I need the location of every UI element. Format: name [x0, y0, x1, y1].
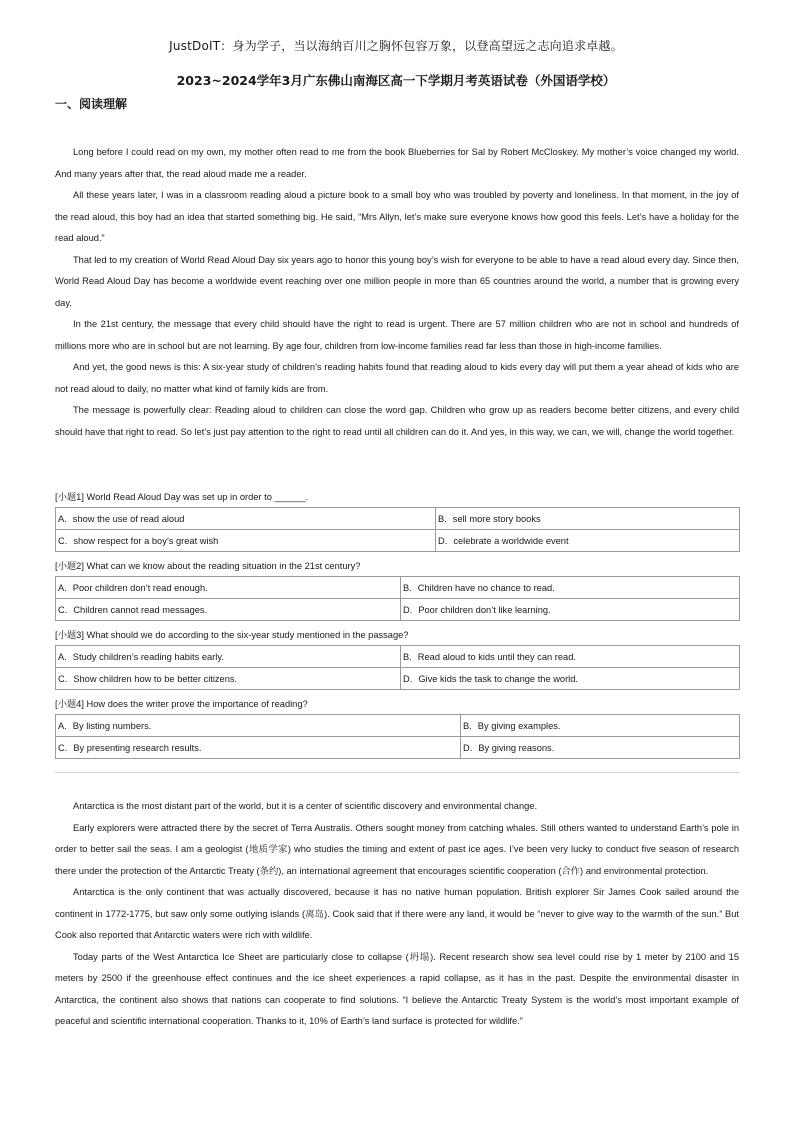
option-c[interactable]	[56, 737, 461, 759]
paragraph: Antarctica is the most distant part of the world, but it is a center of scientific discovery and environmental change.	[73, 801, 538, 811]
paragraph: In the 21st century, the message that every child should have the right to read is urgent. There are 57 million children who are not in school and hundreds of millions more who are in school but are not learning. By age four, children from low-income families read far less than those in high-income families.	[55, 319, 739, 351]
section-divider	[55, 772, 739, 773]
paragraph: Long before I could read on my own, my mother often read to me from the book Blueberries for Sal by Robert McCloskey. My mother’s voice changed my world. And many years after that, the read aloud made me a reader.	[55, 147, 739, 179]
question-2	[55, 556, 739, 621]
paragraph: Early explorers were attracted there by the secret of Terra Australis. Others sought money from catching whales. Still others wanted to understand Earth’s pole in order to better sail the seas. I am a geologist (地质学家) who studies the timing and extent of past ice ages. I’ve been very lucky to conduct five season of research there under the protection of the Antarctic Treaty (条约), an international agreement that encourages scientific cooperation (合作) and environmental protection.	[55, 822, 739, 876]
paragraph: All these years later, I was in a classroom reading aloud a picture book to a small boy who was troubled by poverty and loneliness. In that moment, in the joy of the read aloud, this boy had an idea that started something big. He said, “Mrs Allyn, let’s make sure everyone knows how good this feels. Let’s have a holiday for the read aloud.”	[55, 190, 739, 243]
paragraph: The message is powerfully clear: Reading aloud to children can close the word gap. Children who grow up as readers become better citizens, and every child should have that right to read. So let’s just pay attention to the right to read until all children can do it. And yes, in this way, we can, we will, change the world together.	[55, 405, 739, 437]
option-d[interactable]	[461, 737, 740, 759]
options-table	[55, 507, 740, 552]
section-heading: 一、阅读理解	[55, 97, 128, 111]
option-a[interactable]	[56, 715, 461, 737]
option-letter: A.	[58, 513, 67, 524]
option-letter: B.	[403, 582, 412, 593]
option-text: Study children’s reading habits early.	[72, 651, 224, 662]
option-text: Children cannot read messages.	[73, 604, 208, 615]
option-a[interactable]	[56, 508, 436, 530]
question-3	[55, 625, 739, 690]
paragraph: That led to my creation of World Read Aloud Day six years ago to honor this young boy’s wish for everyone to be able to have a read aloud every day. Since then, World Read Aloud Day has become a worldwide event reaching over one million people in more than 65 countries around the world, a number that is growing every day.	[55, 254, 739, 308]
option-letter: D.	[438, 535, 448, 546]
option-text: Poor children don’t like learning.	[418, 604, 551, 615]
option-a[interactable]	[56, 577, 401, 599]
exam-title: 2023~2024学年3月广东佛山南海区高一下学期月考英语试卷（外国语学校）	[176, 73, 616, 88]
question-1	[55, 487, 739, 552]
question-stem: [小题4] How does the writer prove the importance of reading?	[55, 699, 308, 709]
option-a[interactable]	[56, 646, 401, 668]
option-text: Give kids the task to change the world.	[418, 673, 578, 684]
option-c[interactable]	[56, 668, 401, 690]
option-b[interactable]	[401, 577, 740, 599]
option-d[interactable]	[401, 668, 740, 690]
option-text: By giving examples.	[477, 720, 561, 731]
option-letter: D.	[403, 604, 413, 615]
option-c[interactable]	[56, 599, 401, 621]
option-b[interactable]	[401, 646, 740, 668]
option-letter: D.	[403, 673, 413, 684]
option-c[interactable]	[56, 530, 436, 552]
question-stem: [小题2] What can we know about the reading situation in the 21st century?	[55, 561, 361, 571]
option-letter: C.	[58, 742, 68, 753]
options-table	[55, 576, 740, 621]
option-text: Poor children don’t read enough.	[72, 582, 208, 593]
option-letter: A.	[58, 651, 67, 662]
option-letter: C.	[58, 535, 68, 546]
option-d[interactable]	[401, 599, 740, 621]
option-text: Children have no chance to read.	[417, 582, 555, 593]
option-text: By listing numbers.	[72, 720, 152, 731]
option-text: Show children how to be better citizens.	[73, 673, 238, 684]
option-letter: B.	[463, 720, 472, 731]
option-text: By presenting research results.	[73, 742, 202, 753]
passage-1	[55, 142, 739, 443]
paragraph: Today parts of the West Antarctica Ice Sheet are particularly close to collapse (坍塌). Recent research show sea level could rise by 1 meter by 2100 and 15 meters by 2500 if the greenhouse effect continues and the ice sheet experiences a rapid collapse, as it has in the past. Despite the environmental disaster in Antarctica, the continent also shows that nations can cooperate to find solutions. “I believe the Antarctic Treaty System is the world’s most important example of peaceful and scientific international cooperation. Thanks to it, 10% of Earth’s land surface is protected for wildlife.”	[55, 951, 739, 1026]
question-stem: [小题1] World Read Aloud Day was set up in order to ______.	[55, 492, 309, 502]
option-text: Read aloud to kids until they can read.	[417, 651, 576, 662]
option-letter: C.	[58, 673, 68, 684]
option-text: By giving reasons.	[478, 742, 555, 753]
options-table	[55, 714, 740, 759]
option-b[interactable]	[436, 508, 740, 530]
paragraph: And yet, the good news is this: A six-year study of children’s reading habits found that reading aloud to kids every day will put them a year ahead of kids who are not read aloud to daily, no matter what kind of family kids are from.	[55, 362, 739, 394]
question-4	[55, 694, 739, 759]
option-text: show the use of read aloud	[72, 513, 185, 524]
passage-2	[55, 796, 739, 1033]
option-text: sell more story books	[452, 513, 541, 524]
option-b[interactable]	[461, 715, 740, 737]
option-text: show respect for a boy’s great wish	[73, 535, 219, 546]
option-d[interactable]	[436, 530, 740, 552]
question-stem: [小题3] What should we do according to the six-year study mentioned in the passage?	[55, 630, 409, 640]
option-letter: D.	[463, 742, 473, 753]
option-letter: C.	[58, 604, 68, 615]
option-letter: A.	[58, 720, 67, 731]
option-letter: B.	[438, 513, 447, 524]
option-letter: B.	[403, 651, 412, 662]
option-letter: A.	[58, 582, 67, 593]
paragraph: Antarctica is the only continent that was actually discovered, because it has no native human population. British explorer Sir James Cook sailed around the continent in 1772-1775, but saw only some outlying islands (离岛). Cook said that if there were any land, it would be “never to give way to the warmth of the sun.” But Cook also reported that Antarctic waters were rich with wildlife.	[55, 887, 739, 940]
option-text: celebrate a worldwide event	[453, 535, 569, 546]
motto-line: JustDoIT：身为学子，当以海纳百川之胸怀包容万象，以登高望远之志向追求卓越。	[169, 39, 623, 53]
options-table	[55, 645, 740, 690]
